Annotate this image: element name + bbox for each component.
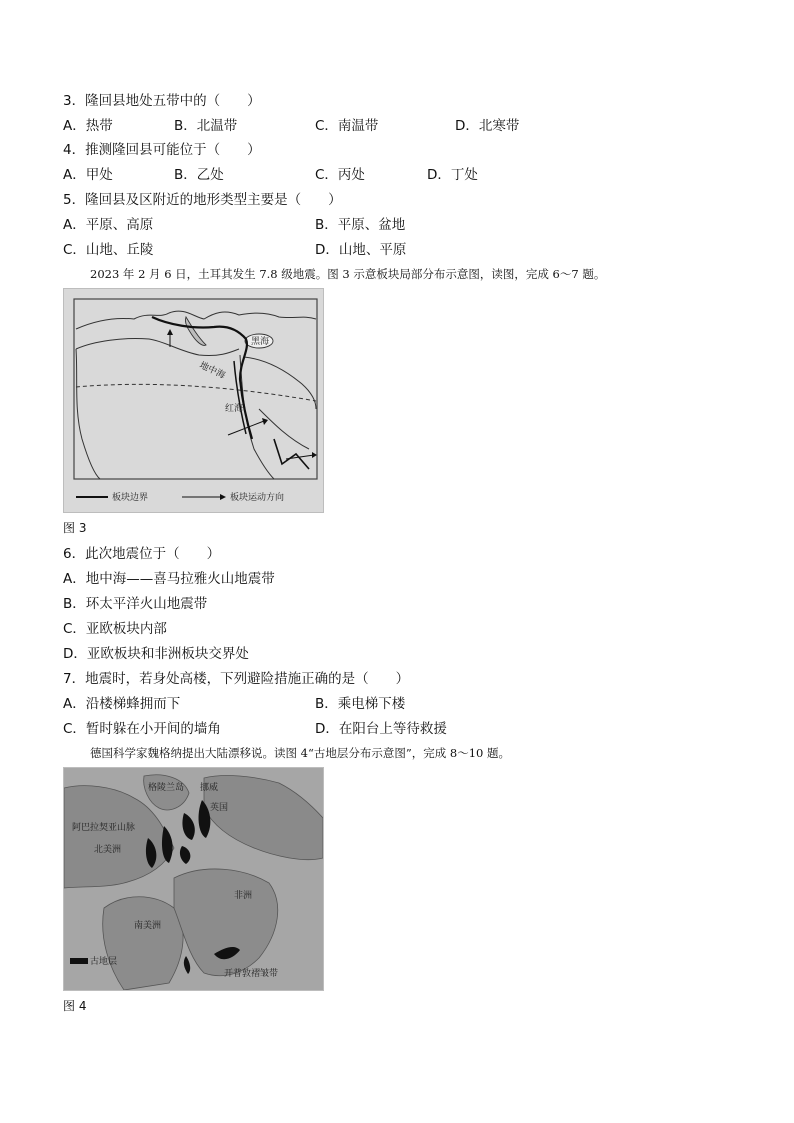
label-south-america: 南美洲 — [134, 921, 162, 931]
q5-option-c: C．山地、丘陵 — [63, 242, 154, 258]
figure-3-plate-map — [63, 288, 324, 513]
legend-plate-motion: 板块运动方向 — [230, 493, 285, 503]
q3-stem: 3．隆回县地处五带中的（ ） — [63, 93, 261, 109]
q3-option-b: B．北温带 — [174, 118, 238, 134]
plate-map-svg — [64, 289, 323, 512]
q6-stem: 6．此次地震位于（ ） — [63, 546, 221, 562]
label-greenland: 格陵兰岛 — [148, 783, 185, 793]
label-africa: 非洲 — [234, 891, 253, 901]
q6-option-b: B．环太平洋火山地震带 — [63, 596, 208, 612]
q5-stem: 5．隆回县及区附近的地形类型主要是（ ） — [63, 192, 342, 208]
label-mediterranean: 地中海 — [197, 360, 227, 382]
q6-option-a: A．地中海——喜马拉雅火山地震带 — [63, 571, 275, 587]
legend-swatch-strata — [70, 958, 88, 964]
figure-3-caption: 图 3 — [63, 521, 87, 535]
label-norway: 挪威 — [200, 783, 219, 793]
label-appalachian: 阿巴拉契亚山脉 — [72, 823, 136, 833]
label-cape-fold-belt: 开普敦褶皱带 — [224, 969, 279, 979]
q4-option-b: B．乙处 — [174, 167, 224, 183]
legend-ancient-strata: 古地层 — [90, 957, 118, 967]
q5-option-a: A．平原、高原 — [63, 217, 154, 233]
q3-option-a: A．热带 — [63, 118, 113, 134]
q4-stem: 4．推测隆回县可能位于（ ） — [63, 142, 261, 158]
q6-option-d: D．亚欧板块和非洲板块交界处 — [63, 646, 249, 662]
q5-option-d: D．山地、平原 — [315, 242, 407, 258]
label-uk: 英国 — [210, 803, 229, 813]
label-north-america: 北美洲 — [94, 845, 122, 855]
q4-option-d: D．丁处 — [427, 167, 478, 183]
label-red-sea: 红海 — [225, 404, 244, 414]
strata-map-svg — [64, 768, 323, 990]
intro-q6-7: 2023 年 2 月 6 日，土耳其发生 7.8 级地震。图 3 示意板块局部分布示意图，读图，完成 6～7 题。 — [90, 267, 606, 281]
q5-option-b: B．平原、盆地 — [315, 217, 406, 233]
q4-option-a: A．甲处 — [63, 167, 113, 183]
q7-option-a: A．沿楼梯蜂拥而下 — [63, 696, 181, 712]
q7-option-c: C．暂时躲在小开间的墙角 — [63, 721, 221, 737]
q7-option-b: B．乘电梯下楼 — [315, 696, 406, 712]
figure-4-ancient-strata-map — [63, 767, 324, 991]
q3-option-c: C．南温带 — [315, 118, 379, 134]
label-black-sea: 黑海 — [251, 337, 270, 347]
q6-option-c: C．亚欧板块内部 — [63, 621, 167, 637]
q4-option-c: C．丙处 — [315, 167, 365, 183]
q7-option-d: D．在阳台上等待救援 — [315, 721, 447, 737]
figure-4-caption: 图 4 — [63, 999, 87, 1013]
q7-stem: 7．地震时，若身处高楼，下列避险措施正确的是（ ） — [63, 671, 410, 687]
legend-plate-boundary: 板块边界 — [112, 493, 149, 503]
q3-option-d: D．北寒带 — [455, 118, 520, 134]
intro-q8-10: 德国科学家魏格纳提出大陆漂移说。读图 4“古地层分布示意图”，完成 8～10 题。 — [90, 746, 510, 760]
